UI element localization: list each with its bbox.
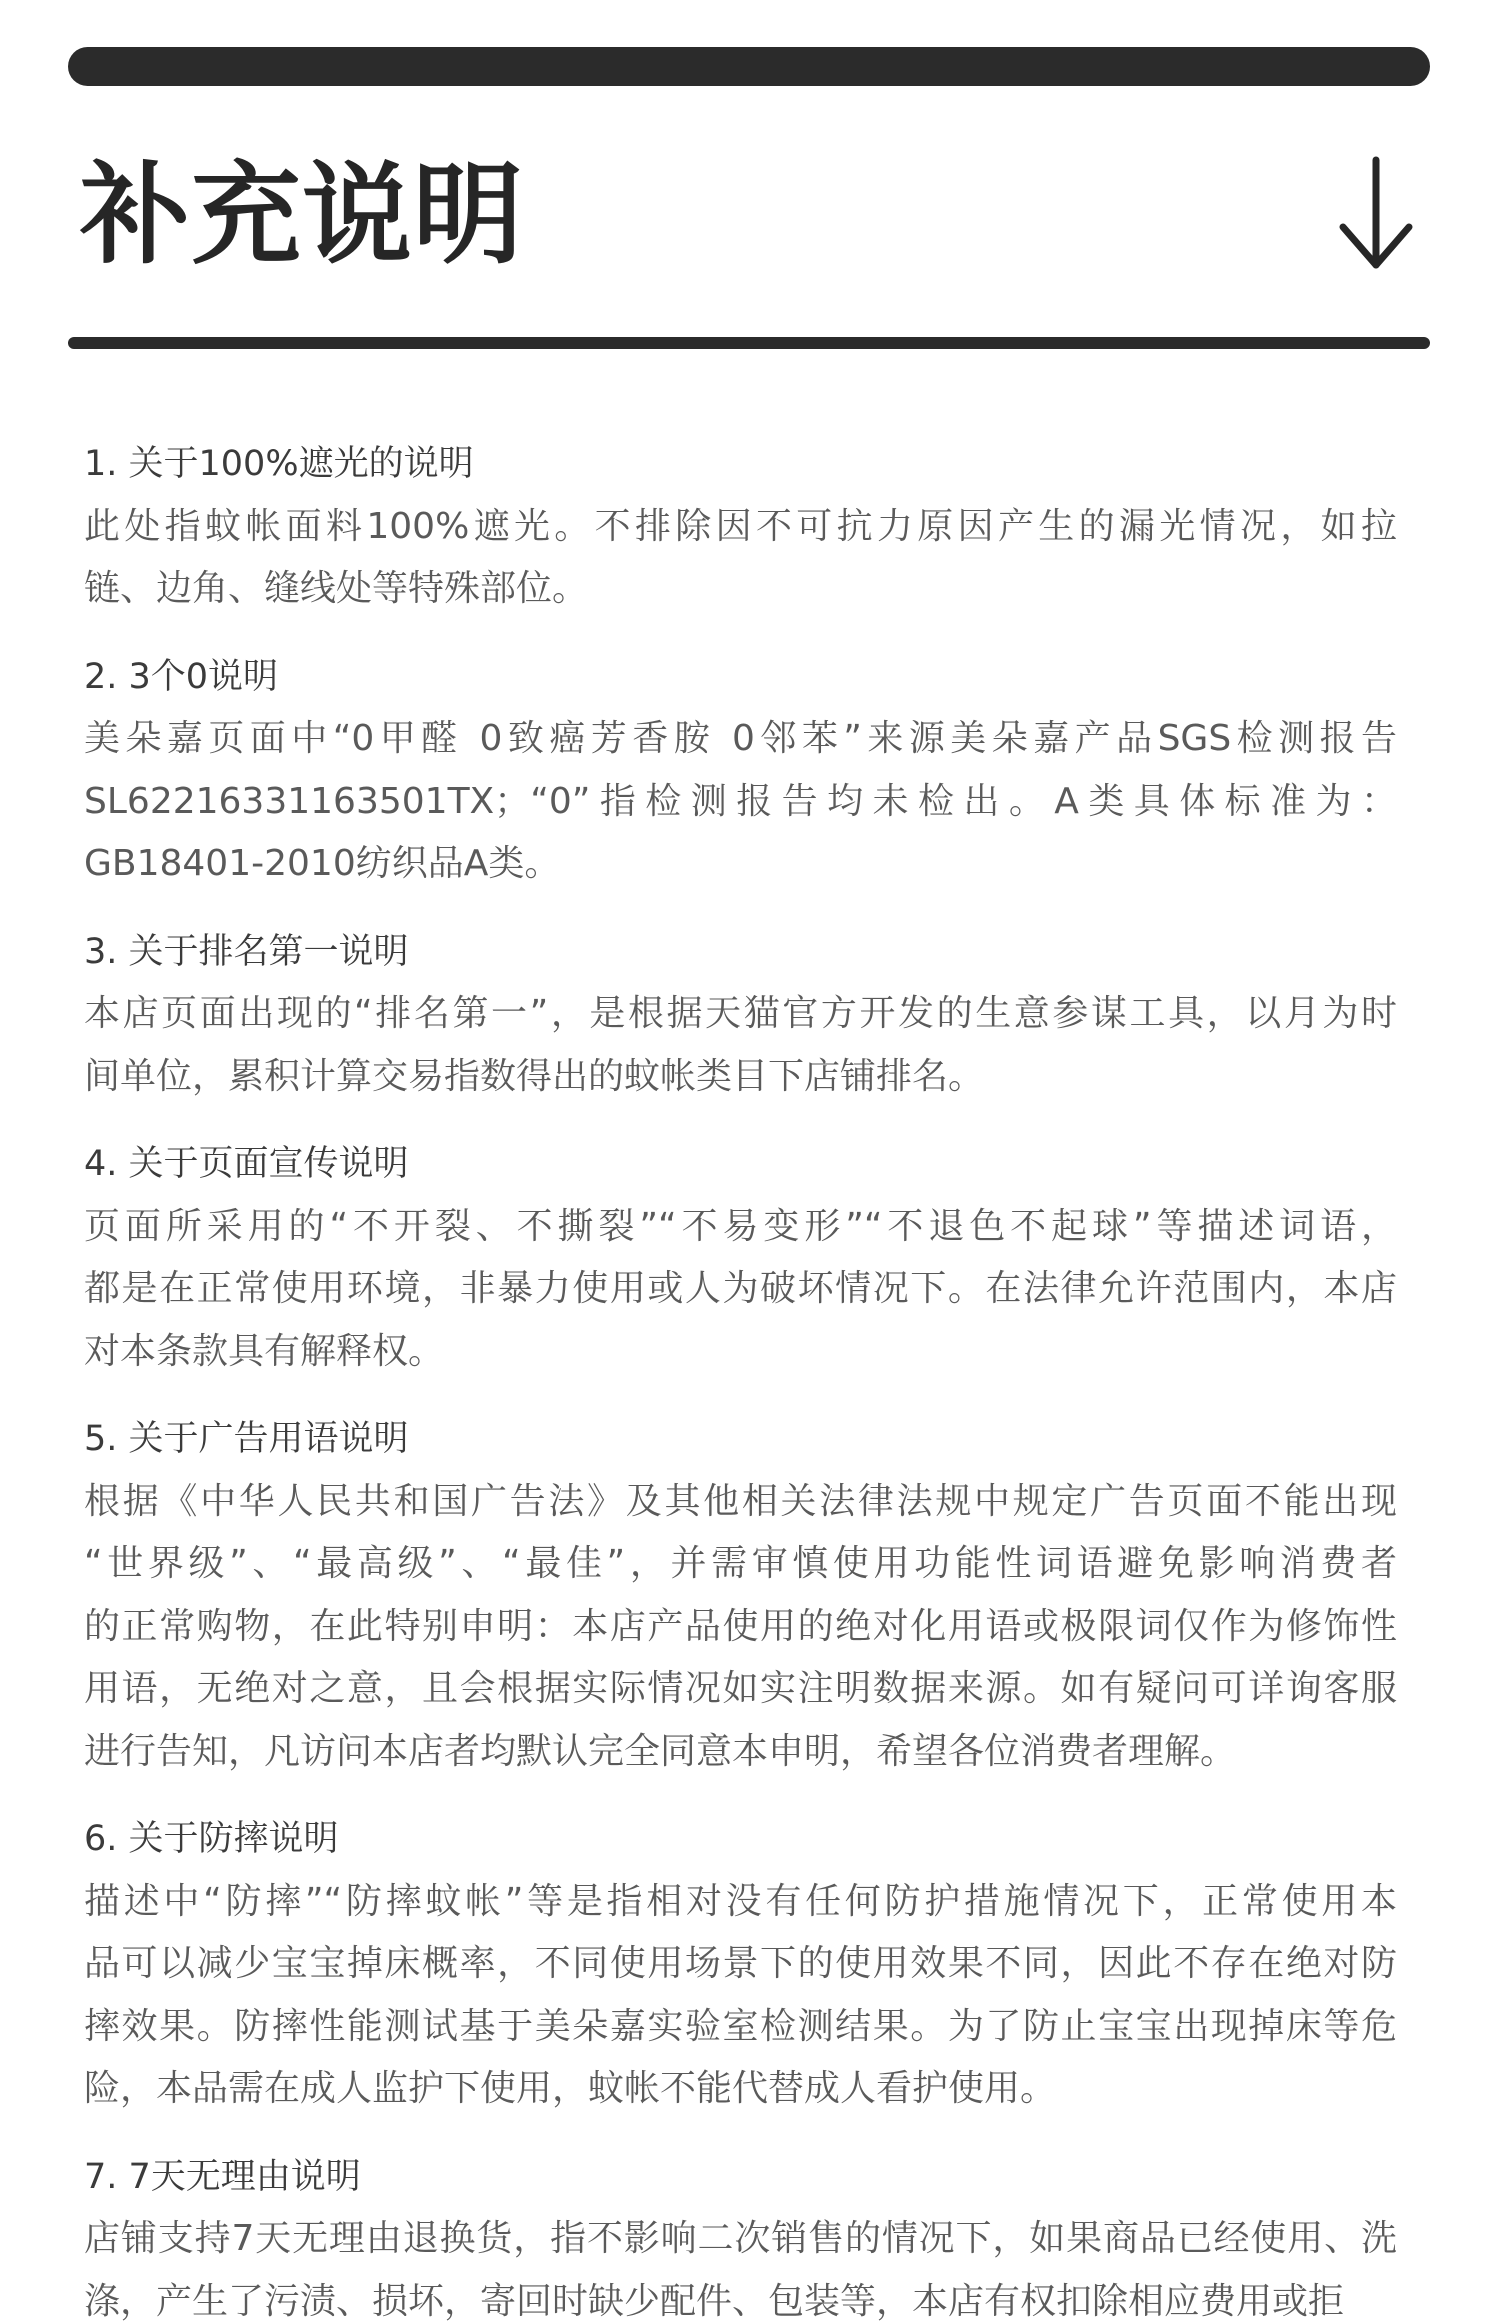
body-line: 涤，产生了污渍、损坏，寄回时缺少配件、包装等，本店有权扣除相应费用或拒 [84, 2280, 1345, 2322]
body-line: 险，本品需在成人监护下使用，蚊帐不能代替成人看护使用。 [84, 2068, 1057, 2109]
section-body [84, 1205, 1397, 1372]
section-body [84, 2220, 1397, 2321]
body-line: 此处指蚊帐面料100%遮光。不排除因不可抗力原因产生的漏光情况，如拉 [84, 505, 1397, 547]
body-line: GB18401-2010纺织品A类。 [84, 843, 561, 884]
section-body [84, 1880, 1397, 2109]
note-section-5 [84, 1420, 1397, 1771]
title-underline-bar [68, 337, 1430, 349]
body-line: 根据《中华人民共和国广告法》及其他相关法律法规中规定广告页面不能出现 [84, 1480, 1397, 1522]
body-line: 品可以减少宝宝掉床概率，不同使用场景下的使用效果不同，因此不存在绝对防 [84, 1943, 1397, 1984]
note-section-1 [84, 445, 1397, 608]
section-heading: 1. 关于100%遮光的说明 [84, 444, 474, 484]
section-heading: 3. 关于排名第一说明 [84, 931, 409, 972]
section-heading: 2. 3个0说明 [84, 656, 279, 697]
body-line: 用语，无绝对之意，且会根据实际情况如实注明数据来源。如有疑问可详询客服 [84, 1668, 1397, 1709]
body-line: 都是在正常使用环境，非暴力使用或人为破坏情况下。在法律允许范围内，本店 [84, 1268, 1397, 1309]
body-line: 本店页面出现的“排名第一”，是根据天猫官方开发的生意参谋工具，以月为时 [84, 993, 1397, 1034]
section-body [84, 1480, 1397, 1772]
body-line: 对本条款具有解释权。 [84, 1330, 445, 1372]
section-body [84, 505, 1397, 609]
section-heading: 7. 7天无理由说明 [84, 2156, 361, 2197]
body-line: 链、边角、缝线处等特殊部位。 [84, 568, 589, 609]
note-section-6 [84, 1820, 1397, 2108]
section-body [84, 995, 1397, 1096]
section-body [84, 720, 1397, 883]
body-line: 页面所采用的“不开裂、不撕裂”“不易变形”“不退色不起球”等描述词语， [84, 1205, 1397, 1247]
note-section-2 [84, 658, 1397, 884]
notes-list [84, 445, 1397, 2321]
note-section-3 [84, 933, 1397, 1096]
note-section-4 [84, 1145, 1397, 1371]
section-heading: 5. 关于广告用语说明 [84, 1419, 409, 1459]
page-title: 补充说明 [80, 151, 524, 279]
body-line: 美朵嘉页面中“0甲醛 0致癌芳香胺 0邻苯”来源美朵嘉产品SGS检测报告 [84, 718, 1397, 759]
body-line: 进行告知，凡访问本店者均默认完全同意本申明，希望各位消费者理解。 [84, 1730, 1237, 1772]
body-line: 的正常购物，在此特别申明：本店产品使用的绝对化用语或极限词仅作为修饰性 [84, 1605, 1397, 1647]
section-heading: 4. 关于页面宣传说明 [84, 1144, 409, 1184]
body-line: 间单位，累积计算交易指数得出的蚊帐类目下店铺排名。 [84, 1055, 985, 1097]
body-line: “世界级”、“最高级”、“最佳”，并需审慎使用功能性词语避免影响消费者 [84, 1543, 1397, 1584]
arrow-down-icon [1336, 156, 1416, 270]
section-heading: 6. 关于防摔说明 [84, 1819, 339, 1859]
body-line: SL62216331163501TX；“0”指检测报告均未检出。A类具体标准为： [84, 780, 1397, 822]
body-line: 描述中“防摔”“防摔蚊帐”等是指相对没有任何防护措施情况下，正常使用本 [84, 1880, 1397, 1922]
note-section-7 [84, 2158, 1397, 2321]
top-divider-bar [68, 47, 1430, 86]
body-line: 摔效果。防摔性能测试基于美朵嘉实验室检测结果。为了防止宝宝出现掉床等危 [84, 2005, 1397, 2047]
body-line: 店铺支持7天无理由退换货，指不影响二次销售的情况下，如果商品已经使用、洗 [84, 2218, 1397, 2259]
